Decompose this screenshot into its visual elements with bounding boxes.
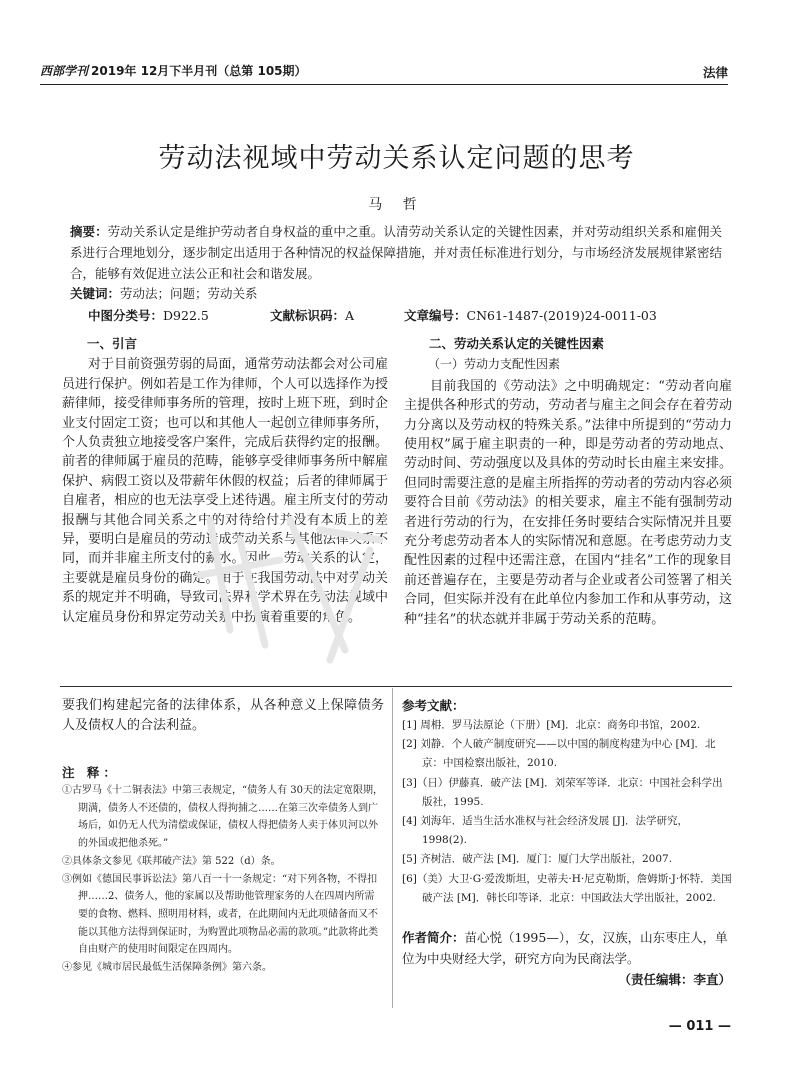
notes-list: [62, 782, 384, 977]
reference-item: [4] 刘海年．适当生活水准权与社会经济发展 [J]．法学研究，1998(2).: [402, 815, 688, 847]
right-column: [404, 334, 732, 629]
reference-item: [5] 齐树洁．破产法 [M]．厦门：厦门大学出版社，2007.: [402, 853, 673, 866]
bio-text: 苗心悦（1995—），女，汉族，山东枣庄人，单位为中央财经大学，研究方向为民商法学。: [402, 930, 728, 966]
abstract-label: 摘要：: [70, 224, 108, 239]
notes-title: 注 释：: [62, 765, 120, 780]
keywords: [70, 284, 722, 302]
reference-item: [1] 周枏．罗马法原论（下册）[M]．北京：商务印书馆，2002.: [402, 719, 701, 731]
section-heading-factors: 二、劳动关系认定的关键性因素: [429, 336, 605, 351]
column-divider: [392, 688, 393, 1008]
keywords-label: 关键词：: [70, 286, 121, 301]
subsection-heading: （一）劳动力支配性因素: [428, 357, 561, 372]
reference-item: [2] 刘静．个人破产制度研究——以中国的制度构建为中心 [M]．北京：中国检察出版社，2010.: [402, 738, 716, 770]
clc-number: 中图分类号：D922.5: [88, 308, 209, 323]
left-column: [62, 334, 388, 627]
note-item: ③例如《德国民事诉讼法》第八百一十一条规定：“对下列各物，不得扣押……2、债务人，他的家属以及帮助他管理家务的人在四周内所需要的食物、燃料、照明用材料，或者，在此期间内无此项储备而又不能以其他方法得到保证时，为购置此项物品必需的款项。”此款将此类自由财产的使用时间限定在四周内。: [62, 873, 379, 956]
section-label: 法律: [702, 65, 728, 80]
section-divider: [60, 686, 732, 687]
article-author: 马 哲: [368, 197, 425, 213]
journal-logo: 西部学刊: [40, 64, 89, 78]
references-list: [402, 716, 732, 908]
note-item: ①古罗马《十二铜表法》中第三表规定，“债务人有 30天的法定宽限期，期满，债务人不还债的，债权人得拘捕之……在第三次牵债务人到广场后，如仍无人代为清偿或保证，债权人得把债务人卖于体贝河以外的外国或把他杀死。”: [62, 785, 384, 850]
factors-paragraph: 目前我国的《劳动法》之中明确规定：“劳动者向雇主提供各种形式的劳动，劳动者与雇主之间会存在着劳动力分离以及劳动权的特殊关系。”法律中所提到的“劳动力使用权”属于雇主职责的一种，即是劳动者的劳动地点、劳动时间、劳动强度以及具体的劳动时长由雇主来安排。但同时需要注意的是雇主所指挥的劳动者的劳动内容必须要符合目前《劳动法》的相关要求，雇主不能有强制劳动者进行劳动的行为，在安排任务时要结合实际情况并且要充分考虑劳动者本人的实际情况和意愿。在考虑劳动力支配性因素的过程中还需注意，在国内“挂名”工作的现象目前还普遍存在，主要是劳动者与企业或者公司签署了相关合同，但实际并没有在此单位内参加工作和从事劳动，这种“挂名”的状态就并非属于劳动关系的范畴。: [404, 378, 732, 627]
note-item: ②具体条文参见《联邦破产法》第 522（d）条。: [62, 855, 281, 867]
bio-label: 作者简介：: [402, 930, 465, 945]
responsible-editor: （责任编辑：李直）: [618, 972, 731, 987]
document-code: 文献标识码：A: [270, 308, 355, 323]
reference-item: [6]（美）大卫·G·爱泼斯坦，史蒂夫·H·尼克勒斯，詹姆斯·J·怀特．美国破产法 [M]．韩长印等译．北京：中国政法大学出版社，2002.: [402, 872, 732, 904]
abstract-text: 劳动关系认定是维护劳动者自身权益的重中之重。认清劳动关系认定的关键性因素，并对劳动组织关系和雇佣关系进行合理地划分，逐步制定出适用于各种情况的权益保障措施，并对责任标准进行划分，与市场经济发展规律紧密结合，能够有效促进立法公正和社会和谐发展。: [70, 224, 722, 281]
keywords-text: 劳动法；问题；劳动关系: [120, 286, 258, 301]
article-title: 劳动法视域中劳动关系认定问题的思考: [158, 143, 635, 174]
running-header: [40, 60, 728, 85]
references-title: 参考文献：: [402, 698, 465, 713]
article-number: 文章编号：CN61-1487-(2019)24-0011-03: [404, 308, 657, 323]
reference-item: [3]（日）伊藤真．破产法 [M]．刘荣军等译．北京：中国社会科学出版社，1995.: [402, 776, 723, 808]
issue-info: 2019年 12月下半月刊（总第 105期）: [91, 64, 307, 78]
intro-paragraph: 对于目前资强劳弱的局面，通常劳动法都会对公司雇员进行保护。例如若是工作为律师，个人可以选择作为授薪律师，接受律师事务所的管理，按时上班下班，到时企业支付固定工资；也可以和其他人一起创立律师事务所，个人负责独立地接受客户案件，完成后获得约定的报酬。前者的律师属于雇员的范畴，能够享受律师事务所中解雇保护、病假工资以及带薪年休假的权益；后者的律师属于自雇者，相应的也无法享受上述待遇。雇主所支付的劳动报酬与其他合同关系之中的对待给付并没有本质上的差异，要明白是雇员的劳动造成劳动关系与其他法律关系不同，而并非雇主所支付的薪水。因此，劳动关系的认定，主要就是雇员身份的确定。由于在我国劳动法中对劳动关系的规定并不明确，导致司法界和学术界在劳动法视域中认定雇员身份和界定劳动关系中扮演着重要的角色。: [62, 357, 388, 625]
note-item: ④参见《城市居民最低生活保障条例》第六条。: [62, 962, 272, 974]
header-issue-line: [40, 62, 307, 79]
section-heading-intro: 一、引言: [87, 336, 138, 351]
continuation-text: 要我们构建起完备的法律体系，从各种意义上保障债务人及债权人的合法利益。: [62, 698, 384, 733]
abstract: [70, 221, 722, 284]
author-bio: [402, 928, 732, 969]
page-number: — 011 —: [668, 1019, 731, 1034]
